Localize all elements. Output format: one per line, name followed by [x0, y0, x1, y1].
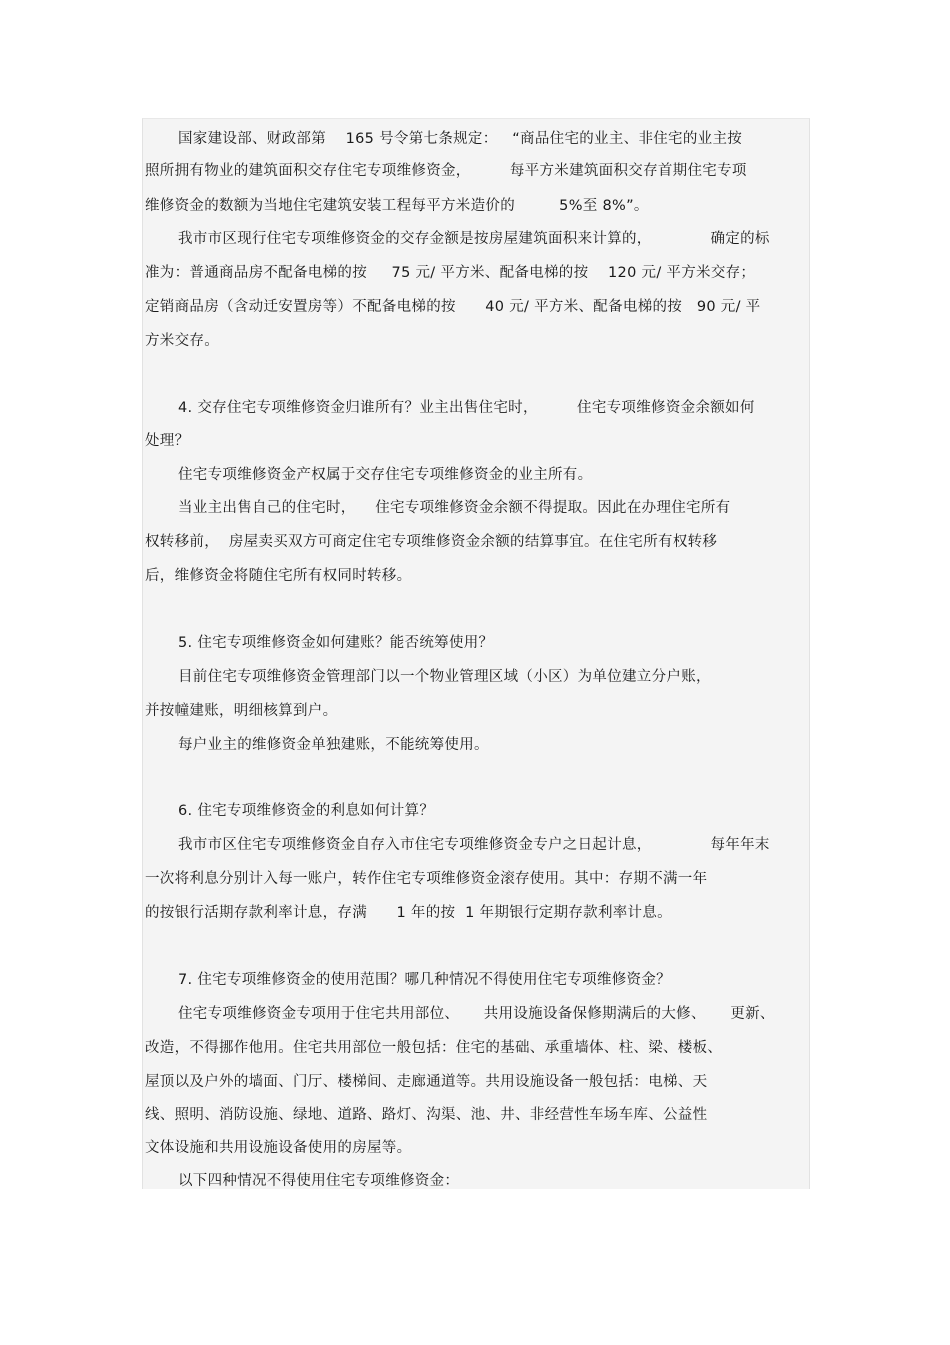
paragraph-line: 每户业主的维修资金单独建账，不能统筹使用。	[178, 737, 489, 753]
paragraph-line: 权转移前， 房屋卖买双方可商定住宅专项维修资金余额的结算事宜。在住宅所有权转移	[145, 534, 718, 550]
section-heading: 7. 住宅专项维修资金的使用范围？哪几种情况不得使用住宅专项维修资金？	[178, 972, 671, 988]
paragraph-line: 我市市区住宅专项维修资金自存入市住宅专项维修资金专户之日起计息， 每年年末	[178, 837, 770, 853]
paragraph-line: 一次将利息分别计入每一账户，转作住宅专项维修资金滚存使用。其中：存期不满一年	[145, 871, 708, 887]
paragraph-line: 以下四种情况不得使用住宅专项维修资金：	[178, 1173, 460, 1189]
paragraph-line: 文体设施和共用设施设备使用的房屋等。	[145, 1140, 412, 1156]
paragraph-line: 线、照明、消防设施、绿地、道路、路灯、沟渠、池、井、非经营性车场车库、公益性	[145, 1107, 708, 1123]
paragraph-line: 定销商品房（含动迁安置房等）不配备电梯的按 40 元/ 平方米、配备电梯的按 90 元/ 平	[145, 299, 761, 315]
paragraph-line: 住宅专项维修资金产权属于交存住宅专项维修资金的业主所有。	[178, 467, 593, 483]
paragraph-line: 后，维修资金将随住宅所有权同时转移。	[145, 568, 412, 584]
paragraph-line: 我市市区现行住宅专项维修资金的交存金额是按房屋建筑面积来计算的， 确定的标	[178, 231, 770, 247]
paragraph-line: 方米交存。	[145, 333, 219, 349]
paragraph-line: 准为：普通商品房不配备电梯的按 75 元/ 平方米、配备电梯的按 120 元/ 平方米交存；	[145, 265, 756, 281]
paragraph-line: 的按银行活期存款利率计息，存满 1 年的按 1 年期银行定期存款利率计息。	[145, 905, 672, 921]
paragraph-line: 并按幢建账，明细核算到户。	[145, 703, 338, 719]
section-heading: 处理？	[145, 433, 190, 449]
paragraph-line: 屋顶以及户外的墙面、门厅、楼梯间、走廊通道等。共用设施设备一般包括：电梯、天	[145, 1074, 708, 1090]
section-heading: 4. 交存住宅专项维修资金归谁所有？业主出售住宅时， 住宅专项维修资金余额如何	[178, 400, 755, 416]
paragraph-line: 住宅专项维修资金专项用于住宅共用部位、 共用设施设备保修期满后的大修、 更新、	[178, 1006, 775, 1022]
paragraph-line: 当业主出售自己的住宅时， 住宅专项维修资金余额不得提取。因此在办理住宅所有	[178, 500, 731, 516]
paragraph-line: 目前住宅专项维修资金管理部门以一个物业管理区域（小区）为单位建立分户账，	[178, 669, 711, 685]
paragraph-line: 国家建设部、财政部第 165 号令第七条规定： “商品住宅的业主、非住宅的业主按	[178, 131, 743, 147]
paragraph-line: 维修资金的数额为当地住宅建筑安装工程每平方米造价的 5%至 8%”。	[145, 198, 649, 214]
section-heading: 6. 住宅专项维修资金的利息如何计算？	[178, 803, 435, 819]
paragraph-line: 照所拥有物业的建筑面积交存住宅专项维修资金， 每平方米建筑面积交存首期住宅专项	[145, 163, 747, 179]
section-heading: 5. 住宅专项维修资金如何建账？能否统筹使用？	[178, 635, 494, 651]
paragraph-line: 改造，不得挪作他用。住宅共用部位一般包括：住宅的基础、承重墙体、柱、梁、楼板、	[145, 1040, 723, 1056]
